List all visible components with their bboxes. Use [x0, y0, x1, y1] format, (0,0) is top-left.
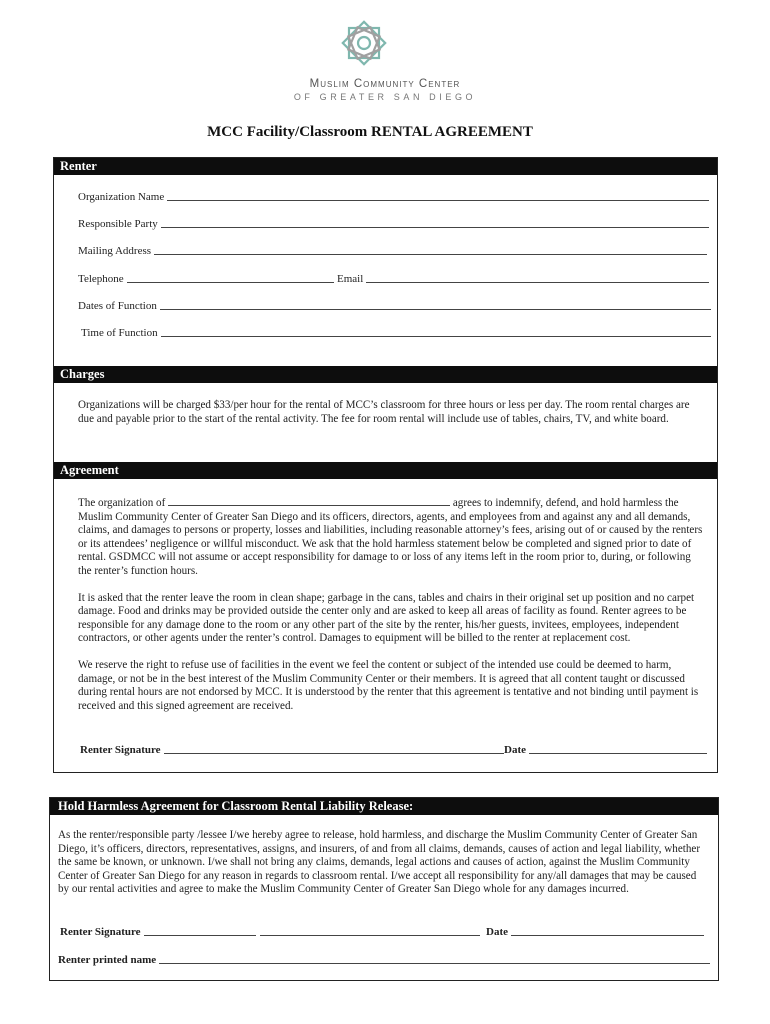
- agreement-signature-field[interactable]: [80, 742, 504, 756]
- hold-harmless-header: Hold Harmless Agreement for Classroom Rental Liability Release:: [50, 798, 718, 815]
- dates-of-function-line[interactable]: [160, 299, 711, 310]
- agreement-signature-label: Renter Signature: [80, 744, 161, 756]
- telephone-line[interactable]: [127, 272, 334, 283]
- printed-name-label: Renter printed name: [58, 954, 157, 966]
- agreement-date-label: Date: [504, 744, 526, 756]
- renter-header: Renter: [54, 158, 717, 175]
- agreement-org-blank[interactable]: [168, 496, 450, 506]
- mcc-logo-icon: [333, 12, 395, 74]
- charges-header: Charges: [54, 366, 717, 383]
- printed-name-line[interactable]: [159, 953, 710, 964]
- time-of-function-line[interactable]: [161, 326, 711, 337]
- agreement-date-line[interactable]: [529, 743, 707, 754]
- mailing-address-field[interactable]: [78, 243, 707, 257]
- responsible-party-field[interactable]: [78, 216, 709, 230]
- email-label: Email: [337, 273, 364, 285]
- agreement-org-prefix: The organization of: [78, 497, 166, 509]
- printed-name-field[interactable]: [58, 952, 710, 966]
- agreement-text: [78, 496, 703, 713]
- mailing-address-label: Mailing Address: [78, 245, 152, 257]
- release-signature-label: Renter Signature: [60, 926, 141, 938]
- responsible-party-label: Responsible Party: [78, 218, 158, 230]
- release-date-line[interactable]: [511, 925, 704, 936]
- document-title: MCC Facility/Classroom RENTAL AGREEMENT: [207, 124, 533, 140]
- email-field[interactable]: [337, 271, 709, 285]
- release-date-label: Date: [486, 926, 508, 938]
- organization-name-line[interactable]: [167, 190, 709, 201]
- charges-text: Organizations will be charged $33/per hour for the rental of MCC’s classroom for three hours or less per day. The room rental charges are due and payable prior to the start of the rental activity. The fee for room rental will include use of tables, chairs, TV, and white board.: [78, 399, 690, 425]
- responsible-party-line[interactable]: [161, 217, 709, 228]
- organization-name-label: Organization Name: [78, 191, 165, 203]
- renter-section: [53, 157, 718, 381]
- mailing-address-line[interactable]: [154, 244, 707, 255]
- dates-of-function-field[interactable]: [78, 298, 711, 312]
- hold-harmless-text: As the renter/responsible party /lessee I/we hereby agree to release, hold harmless, and discharge the Muslim Community Center of Greater San Diego, it’s officers, directors, representatives, assigns, and insurers, of and from all claims, demands, causes of action and legal liability, whether the same be known, or unknown. I/we shall not bring any claims, demands, legal actions and causes of action, against the Muslim Community Center of Greater San Diego for any reason in regards to classroom rental. I/we accept all responsibility for any/all damages that may be caused by our rental activities and agree to make the Muslim Community Center of Greater San Diego whole for any damages incurred.: [58, 829, 701, 896]
- charges-agreement-section: [53, 365, 718, 773]
- release-signature-line[interactable]: [144, 925, 256, 936]
- agreement-paragraph-3: We reserve the right to refuse use of facilities in the event we feel the content or subject of the intended use could be deemed to harm, damage, or not be in the best interest of the Muslim Community Center or their members. It is agreed that all content taught or discussed during rental hours are not endorsed by MCC. It is understood by the renter that this agreement is tentative and not binding until payment is received and this signed agreement are received.: [78, 658, 699, 712]
- organization-name-field[interactable]: [78, 189, 709, 203]
- release-signature-field[interactable]: [60, 924, 256, 938]
- agreement-header: Agreement: [54, 462, 717, 479]
- release-signature-line-2[interactable]: [260, 924, 480, 938]
- hold-harmless-section: [49, 797, 719, 981]
- agreement-p1-text: agrees to indemnify, defend, and hold harmless the Muslim Community Center of Greater San Diego and its officers, directors, agents, and employees from and against any and all demands, claims, and damages to persons or property, losses and liabilities, including reasonable attorney’s fees, arising out of or caused by the renters or its attendees’ negligence or willful misconduct. We ask that the hold harmless statement below be completed and signed prior to date of rental. GSDMCC will not assume or accept responsibility for damage to or loss of any items left in the room prior to, during, or following the renter’s function hours.: [78, 497, 703, 577]
- telephone-field[interactable]: [78, 271, 334, 285]
- email-line[interactable]: [366, 272, 709, 283]
- release-signature-extra-line[interactable]: [260, 925, 480, 936]
- agreement-paragraph-1: [78, 496, 703, 579]
- agreement-date-field[interactable]: [504, 742, 707, 756]
- telephone-label: Telephone: [78, 273, 124, 285]
- agreement-signature-line[interactable]: [164, 743, 504, 754]
- time-of-function-field[interactable]: [81, 325, 711, 339]
- org-name-line1: Muslim Community Center: [309, 78, 461, 90]
- time-of-function-label: Time of Function: [81, 327, 158, 339]
- org-name-line2: OF GREATER SAN DIEGO: [293, 92, 477, 102]
- dates-of-function-label: Dates of Function: [78, 300, 157, 312]
- release-date-field[interactable]: [486, 924, 704, 938]
- agreement-paragraph-2: It is asked that the renter leave the room in clean shape; garbage in the cans, tables and chairs in their original set up position and no carpet damage. Food and drinks may be provided outside the center only and are asked to keep all areas of facility as found. Renter agrees to be responsible for any damage done to the room or any other part of the site by the renter, his/her guests, invitees, employees, independent contractors, or other agents under the renter’s control. Damages to equipment will be billed to the renter at replacement cost.: [78, 591, 695, 645]
